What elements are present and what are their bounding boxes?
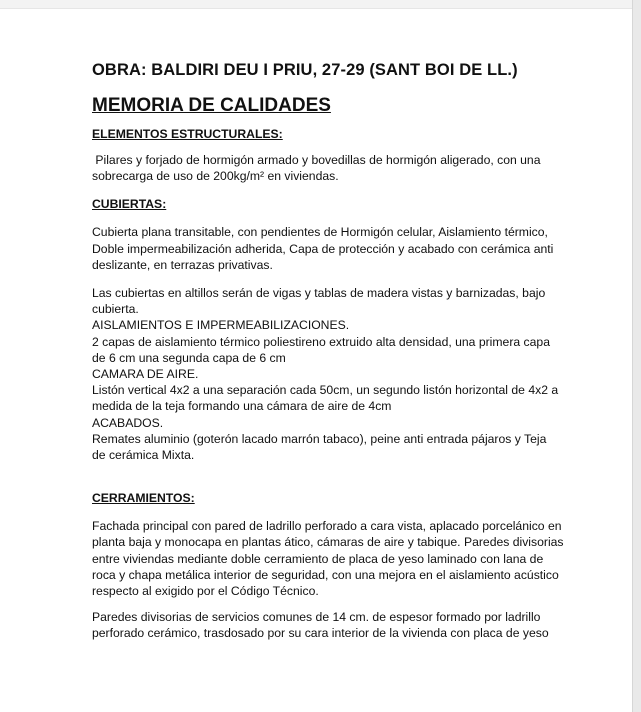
document-title: MEMORIA DE CALIDADES <box>92 95 331 116</box>
text-line: sobrecarga de uso de 200kg/m² en viviendas. <box>92 169 339 184</box>
paragraph-estructurales <box>92 152 552 184</box>
text-line: respecto al exigido por el Código Técnico. <box>92 584 319 599</box>
text-line: Las cubiertas en altillos serán de vigas y tablas de madera vistas y barnizadas, bajo <box>92 286 546 301</box>
paragraph-cerramientos-1 <box>92 518 564 599</box>
text-line: Listón vertical 4x2 a una separación cada 50cm, un segundo listón horizontal de 4x2 a <box>92 383 559 398</box>
text-line: Remates aluminio (goterón lacado marrón tabaco), peine anti entrada pájaros y Teja <box>92 431 547 446</box>
text-line: Cubierta plana transitable, con pendientes de Hormigón celular, Aislamiento térmico, <box>92 225 548 240</box>
text-line: deslizante, en terrazas privativas. <box>92 257 273 272</box>
section-heading-cubiertas: CUBIERTAS: <box>92 197 167 212</box>
paragraph-cubiertas-1 <box>92 224 552 273</box>
text-line: Fachada principal con pared de ladrillo perforado a cara vista, aplacado porcelánico en <box>92 519 562 534</box>
text-line: planta baja y monocapa en plantas ático, cámaras de aire y tabique. Paredes divisorias <box>92 535 564 550</box>
text-line: CAMARA DE AIRE. <box>92 367 199 382</box>
text-line: ACABADOS. <box>92 415 164 430</box>
text-line: entre viviendas mediante doble cerramiento de placa de yeso laminado con lana de <box>92 551 544 566</box>
document-page <box>92 60 564 642</box>
text-line: roca y chapa metálica interior de seguridad, con una mejora en el aislamiento acústico <box>92 567 559 582</box>
text-line: perforado cerámico, trasdosado por su cara interior de la vivienda con placa de yeso <box>92 626 549 641</box>
page-top-edge <box>0 0 641 9</box>
section-heading-cerramientos: CERRAMIENTOS: <box>92 491 195 506</box>
text-line: Doble impermeabilización adherida, Capa de protección y acabado con cerámica anti <box>92 241 554 256</box>
text-line: AISLAMIENTOS E IMPERMEABILIZACIONES. <box>92 318 350 333</box>
paragraph-cerramientos-2 <box>92 609 552 641</box>
text-line: 2 capas de aislamiento térmico poliestireno extruido alta densidad, una primera capa <box>92 334 550 349</box>
page-right-edge <box>632 0 641 712</box>
text-line: Pilares y forjado de hormigón armado y bovedillas de hormigón aligerado, con una <box>92 153 541 167</box>
paragraph-cubiertas-2 <box>92 285 559 463</box>
text-line: Paredes divisorias de servicios comunes de 14 cm. de espesor formado por ladrillo <box>92 610 541 625</box>
text-line: medida de la teja formando una cámara de aire de 4cm <box>92 399 392 414</box>
text-line: de cerámica Mixta. <box>92 448 195 463</box>
obra-heading: OBRA: BALDIRI DEU I PRIU, 27-29 (SANT BOI DE LL.) <box>92 61 518 79</box>
section-heading-estructurales: ELEMENTOS ESTRUCTURALES: <box>92 127 283 141</box>
text-line: de 6 cm una segunda capa de 6 cm <box>92 350 286 365</box>
text-line: cubierta. <box>92 302 139 317</box>
